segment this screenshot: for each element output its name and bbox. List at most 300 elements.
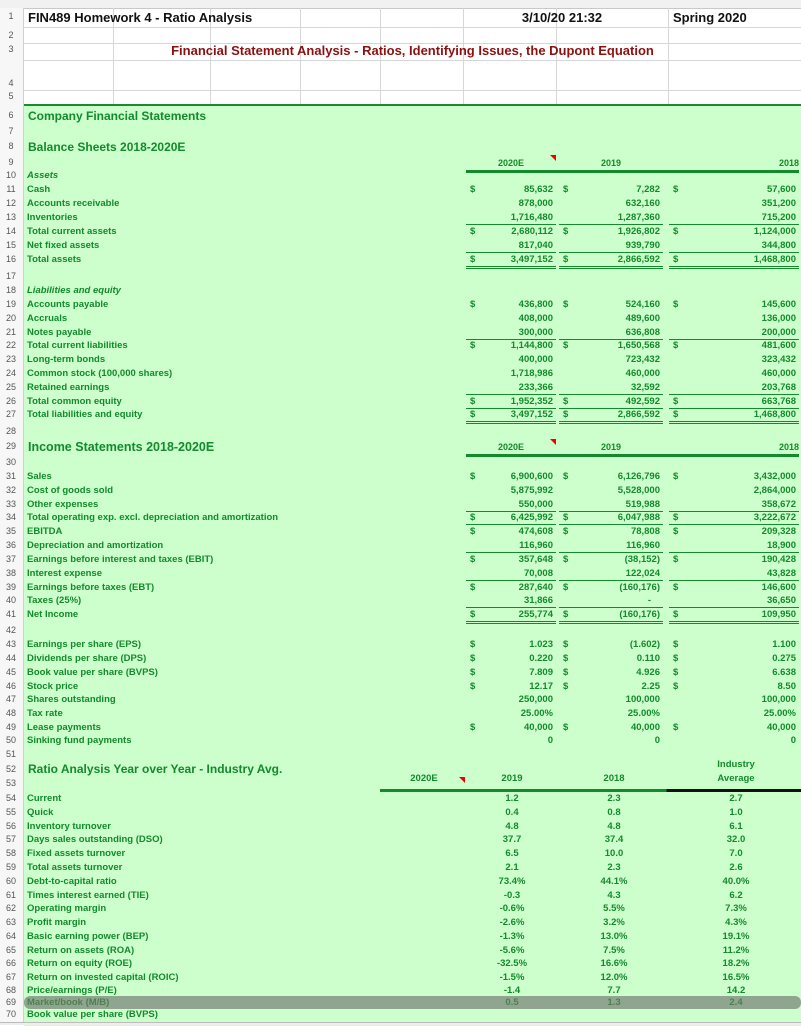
year-header-2020E[interactable]: 2020E xyxy=(497,158,525,168)
row-number[interactable]: 6 xyxy=(8,110,14,120)
value-cell[interactable] xyxy=(466,381,556,395)
ratio-label[interactable]: Market/book (M/B) xyxy=(27,997,110,1008)
value-cell[interactable] xyxy=(466,734,556,747)
row-number[interactable]: 17 xyxy=(5,271,16,281)
ratio-label[interactable]: Current xyxy=(27,793,62,804)
row-number[interactable]: 21 xyxy=(5,327,16,337)
row-number[interactable]: 56 xyxy=(5,821,16,831)
row-label[interactable]: Total assets xyxy=(27,254,82,265)
value-cell[interactable] xyxy=(669,652,799,665)
row-label[interactable]: Earnings before taxes (EBT) xyxy=(27,582,155,593)
row-label[interactable]: Total liabilities and equity xyxy=(27,409,143,420)
value-cell[interactable] xyxy=(559,652,663,665)
ratio-value[interactable]: 2.1 xyxy=(505,862,519,873)
value-cell[interactable] xyxy=(559,666,663,679)
value-cell[interactable] xyxy=(559,395,663,409)
row-number[interactable]: 11 xyxy=(6,184,16,194)
ratio-value[interactable]: 2.3 xyxy=(607,862,621,873)
ratio-value[interactable]: 7.7 xyxy=(607,985,621,996)
ratio-value[interactable]: 32.0 xyxy=(726,834,746,845)
ratio-value[interactable]: 19.1% xyxy=(722,931,750,942)
value-cell[interactable] xyxy=(669,484,799,497)
ratio-value[interactable]: 2.6 xyxy=(729,862,743,873)
value-cell[interactable] xyxy=(559,638,663,651)
value-cell[interactable] xyxy=(559,553,663,566)
value-cell[interactable] xyxy=(669,525,799,538)
value-cell[interactable] xyxy=(466,680,556,693)
row-number[interactable]: 34 xyxy=(5,512,16,522)
row-number[interactable]: 66 xyxy=(5,958,16,968)
value-cell[interactable] xyxy=(669,721,799,734)
value-cell[interactable] xyxy=(669,608,799,624)
row-label[interactable]: Stock price xyxy=(27,681,79,692)
row-number[interactable]: 31 xyxy=(5,471,16,481)
row-number[interactable]: 39 xyxy=(5,582,16,592)
value-cell[interactable] xyxy=(669,298,799,311)
year-header-2018[interactable]: 2018 xyxy=(778,442,799,452)
ratio-value[interactable]: 2.4 xyxy=(729,997,743,1008)
value-cell[interactable] xyxy=(559,253,663,269)
value-cell[interactable] xyxy=(559,484,663,497)
value-cell[interactable] xyxy=(669,225,799,238)
row-label[interactable]: Notes payable xyxy=(27,327,92,338)
row-number[interactable]: 27 xyxy=(5,409,16,419)
row-number[interactable]: 46 xyxy=(5,681,16,691)
ratio-value[interactable]: 6.1 xyxy=(729,821,743,832)
ratio-label[interactable]: Days sales outstanding (DSO) xyxy=(27,834,163,845)
ratio-value[interactable]: 16.5% xyxy=(722,972,750,983)
ratio-value[interactable]: 4.8 xyxy=(505,821,519,832)
value-cell[interactable] xyxy=(559,525,663,538)
ratio-value[interactable]: 4.3 xyxy=(607,890,621,901)
row-number[interactable]: 35 xyxy=(5,526,16,536)
value-cell[interactable] xyxy=(466,484,556,497)
ratio-value[interactable]: -5.6% xyxy=(499,945,525,956)
value-cell[interactable] xyxy=(466,225,556,238)
ratio-value[interactable]: 73.4% xyxy=(498,876,526,887)
ratio-value[interactable]: 37.4 xyxy=(604,834,624,845)
ratio-label[interactable]: Price/earnings (P/E) xyxy=(27,985,117,996)
value-cell[interactable] xyxy=(559,298,663,311)
ratio-value[interactable]: -1.4 xyxy=(503,985,521,996)
comment-indicator-icon[interactable] xyxy=(459,777,465,783)
value-cell[interactable] xyxy=(466,197,556,210)
value-cell[interactable] xyxy=(669,707,799,720)
row-number[interactable]: 48 xyxy=(5,708,16,718)
value-cell[interactable] xyxy=(669,567,799,581)
value-cell[interactable] xyxy=(669,326,799,340)
row-label[interactable]: Assets xyxy=(27,170,59,181)
value-cell[interactable] xyxy=(466,652,556,665)
row-number[interactable]: 54 xyxy=(5,793,16,803)
row-label[interactable]: Total common equity xyxy=(27,396,122,407)
value-cell[interactable] xyxy=(669,511,799,525)
row-number[interactable]: 3 xyxy=(8,44,14,54)
row-number[interactable]: 47 xyxy=(5,694,16,704)
value-cell[interactable] xyxy=(466,511,556,525)
ratio-value[interactable]: -32.5% xyxy=(496,958,528,969)
ratio-row xyxy=(24,833,801,847)
value-cell[interactable] xyxy=(559,511,663,525)
sheet-title[interactable]: FIN489 Homework 4 - Ratio Analysis xyxy=(28,10,253,25)
value-cell[interactable] xyxy=(559,581,663,594)
row-number[interactable]: 67 xyxy=(5,972,16,982)
row-number[interactable]: 43 xyxy=(5,639,16,649)
section-company[interactable]: Company Financial Statements xyxy=(28,109,207,123)
currency-symbol: $ xyxy=(470,639,476,650)
value-cell[interactable] xyxy=(559,367,663,380)
ratio-label[interactable]: Fixed assets turnover xyxy=(27,848,126,859)
row-number[interactable]: 18 xyxy=(5,285,16,295)
value-cell[interactable] xyxy=(466,707,556,720)
row-number[interactable]: 44 xyxy=(5,653,16,663)
row-number[interactable]: 12 xyxy=(5,198,16,208)
value-cell[interactable] xyxy=(466,498,556,512)
value-cell[interactable] xyxy=(559,539,663,553)
row-number[interactable]: 70 xyxy=(5,1009,16,1019)
row-label[interactable]: Dividends per share (DPS) xyxy=(27,653,147,664)
row-label[interactable]: Sales xyxy=(27,471,52,482)
row-number[interactable]: 36 xyxy=(5,540,16,550)
value-cell[interactable] xyxy=(466,312,556,325)
row-number[interactable]: 22 xyxy=(5,340,16,350)
row-label[interactable]: Accounts receivable xyxy=(27,198,120,209)
value-cell[interactable] xyxy=(669,253,799,269)
term-cell[interactable]: Spring 2020 xyxy=(673,10,747,25)
row-number[interactable]: 14 xyxy=(5,226,16,236)
value-cell[interactable] xyxy=(559,721,663,734)
row-number[interactable]: 69 xyxy=(5,997,16,1007)
row-label[interactable]: Lease payments xyxy=(27,722,101,733)
row-number[interactable]: 40 xyxy=(5,595,16,605)
value-cell[interactable] xyxy=(559,211,663,225)
ratio-label[interactable]: Profit margin xyxy=(27,917,87,928)
row-number[interactable]: 26 xyxy=(5,396,16,406)
value-cell[interactable] xyxy=(466,239,556,253)
ratio-value[interactable]: 7.0 xyxy=(729,848,743,859)
row-label[interactable]: Net Income xyxy=(27,609,79,620)
value-cell[interactable] xyxy=(559,608,663,624)
value-cell[interactable] xyxy=(466,339,556,352)
row-label[interactable]: Cash xyxy=(27,184,51,195)
value-cell[interactable] xyxy=(559,693,663,706)
ratio-value[interactable]: 7.3% xyxy=(725,903,747,914)
value-cell[interactable] xyxy=(466,326,556,340)
comment-indicator-icon[interactable] xyxy=(550,439,556,445)
value-cell[interactable] xyxy=(466,408,556,424)
row-number[interactable]: 42 xyxy=(5,625,16,635)
year-header-2019[interactable]: 2019 xyxy=(600,442,622,452)
value-cell[interactable] xyxy=(669,498,799,512)
year-header-2019[interactable]: 2019 xyxy=(600,158,622,168)
value-cell[interactable] xyxy=(669,408,799,424)
row-label[interactable]: Cost of goods sold xyxy=(27,485,114,496)
row-label[interactable]: Total operating exp. excl. depreciation and amortization xyxy=(27,512,279,523)
value-cell[interactable] xyxy=(466,539,556,553)
row-label[interactable]: Book value per share (BVPS) xyxy=(27,667,158,678)
value-cell[interactable] xyxy=(559,339,663,352)
value-cell[interactable] xyxy=(559,594,663,608)
value-cell[interactable] xyxy=(466,395,556,409)
row-number[interactable]: 7 xyxy=(8,126,14,136)
ratio-value[interactable]: 7.5% xyxy=(603,945,625,956)
row-number[interactable]: 28 xyxy=(5,426,16,436)
value-cell[interactable] xyxy=(669,367,799,380)
value-cell[interactable] xyxy=(669,734,799,747)
row-label[interactable]: Taxes (25%) xyxy=(27,595,82,606)
value-cell[interactable] xyxy=(466,553,556,566)
value-cell[interactable] xyxy=(466,525,556,538)
value-cell[interactable] xyxy=(559,680,663,693)
ratio-value[interactable]: -0.3 xyxy=(503,890,521,901)
comment-indicator-icon[interactable] xyxy=(550,155,556,161)
ratio-value[interactable]: 18.2% xyxy=(722,958,750,969)
row-number[interactable]: 4 xyxy=(8,78,14,88)
ratio-label[interactable]: Basic earning power (BEP) xyxy=(27,931,149,942)
value-cell[interactable] xyxy=(559,225,663,238)
ratio-value[interactable]: 1.3 xyxy=(607,997,621,1008)
value-cell[interactable] xyxy=(669,183,799,196)
row-number[interactable]: 30 xyxy=(5,457,16,467)
row-number[interactable]: 61 xyxy=(5,890,16,900)
ratio-value[interactable]: 1.2 xyxy=(505,793,519,804)
value-cell[interactable] xyxy=(559,707,663,720)
value-cell[interactable] xyxy=(559,470,663,483)
row-number[interactable]: 16 xyxy=(5,254,16,264)
row-number[interactable]: 53 xyxy=(5,778,16,788)
row-number[interactable]: 9 xyxy=(8,157,14,167)
ratio-label[interactable]: Total assets turnover xyxy=(27,862,123,873)
ratio-value[interactable]: 0.5 xyxy=(505,997,519,1008)
value-cell[interactable] xyxy=(669,553,799,566)
value-cell[interactable] xyxy=(669,470,799,483)
ratio-value[interactable]: 37.7 xyxy=(502,834,522,845)
row-label[interactable]: Accounts payable xyxy=(27,299,109,310)
value-cell[interactable] xyxy=(559,183,663,196)
ratio-header-c2020[interactable]: 2020E xyxy=(410,773,438,784)
statement-row xyxy=(24,707,801,721)
value-cell[interactable] xyxy=(559,734,663,747)
row-number[interactable]: 37 xyxy=(5,554,16,564)
row-number[interactable]: 58 xyxy=(5,848,16,858)
value-cell[interactable] xyxy=(559,197,663,210)
ratio-value[interactable]: 16.6% xyxy=(600,958,628,969)
value-cell[interactable] xyxy=(466,638,556,651)
row-number[interactable]: 33 xyxy=(5,499,16,509)
value-cell[interactable] xyxy=(669,197,799,210)
datetime-cell[interactable]: 3/10/20 21:32 xyxy=(521,10,603,25)
ratio-value[interactable]: -1.3% xyxy=(499,931,525,942)
value-cell[interactable] xyxy=(466,567,556,581)
value-cell[interactable] xyxy=(466,367,556,380)
row-number[interactable]: 60 xyxy=(5,876,16,886)
row-label[interactable]: Depreciation and amortization xyxy=(27,540,164,551)
currency-symbol: $ xyxy=(673,653,679,664)
row-label[interactable]: Total current liabilities xyxy=(27,340,128,351)
row-number[interactable]: 57 xyxy=(5,834,16,844)
value-cell[interactable] xyxy=(466,666,556,679)
row-number[interactable]: 52 xyxy=(5,764,16,774)
ratio-label[interactable]: Debt-to-capital ratio xyxy=(27,876,117,887)
row-number[interactable]: 2 xyxy=(8,30,14,40)
ratio-label[interactable]: Times interest earned (TIE) xyxy=(27,890,149,901)
row-number[interactable]: 49 xyxy=(5,722,16,732)
row-number[interactable]: 45 xyxy=(5,667,16,677)
value-cell[interactable] xyxy=(669,339,799,352)
ratio-value[interactable]: 3.2% xyxy=(603,917,625,928)
row-number[interactable]: 25 xyxy=(5,382,16,392)
value-cell[interactable] xyxy=(669,353,799,366)
ratio-value[interactable]: -0.6% xyxy=(499,903,525,914)
ratio-value[interactable]: 14.2 xyxy=(726,985,746,996)
value-cell[interactable] xyxy=(669,395,799,409)
value-cell[interactable] xyxy=(559,326,663,340)
value-cell[interactable] xyxy=(669,581,799,594)
value-cell[interactable] xyxy=(466,594,556,608)
value-cell[interactable] xyxy=(559,408,663,424)
value-cell[interactable] xyxy=(466,211,556,225)
ratio-label[interactable]: Book value per share (BVPS) xyxy=(27,1009,158,1020)
row-label[interactable]: Sinking fund payments xyxy=(27,735,132,746)
row-label[interactable]: Tax rate xyxy=(27,708,63,719)
ratio-header-industry_2[interactable]: Average xyxy=(717,773,755,784)
value-cell[interactable] xyxy=(559,498,663,512)
row-number[interactable]: 63 xyxy=(5,917,16,927)
ratio-value[interactable]: 4.3% xyxy=(725,917,747,928)
ratio-value[interactable]: 0.8 xyxy=(607,807,621,818)
row-label[interactable]: Interest expense xyxy=(27,568,102,579)
row-number[interactable]: 38 xyxy=(5,568,16,578)
value-cell[interactable] xyxy=(669,211,799,225)
value-cell[interactable] xyxy=(669,666,799,679)
ratio-header-c2018[interactable]: 2018 xyxy=(603,773,625,784)
row-label[interactable]: Other expenses xyxy=(27,499,99,510)
ratio-value[interactable]: 6.5 xyxy=(505,848,519,859)
row-label[interactable]: Net fixed assets xyxy=(27,240,100,251)
ratio-label[interactable]: Return on assets (ROA) xyxy=(27,945,135,956)
cell-value: 36,650 xyxy=(766,595,796,606)
value-cell[interactable] xyxy=(559,381,663,395)
value-cell[interactable] xyxy=(559,567,663,581)
ratio-label[interactable]: Return on invested capital (ROIC) xyxy=(27,972,179,983)
ratio-value[interactable]: 10.0 xyxy=(604,848,624,859)
row-label[interactable]: Common stock (100,000 shares) xyxy=(27,368,173,379)
row-number[interactable]: 8 xyxy=(8,141,14,151)
value-cell[interactable] xyxy=(466,470,556,483)
value-cell[interactable] xyxy=(669,693,799,706)
ratio-header-industry_1[interactable]: Industry xyxy=(717,759,755,770)
row-number[interactable]: 5 xyxy=(8,91,14,101)
value-cell[interactable] xyxy=(669,539,799,553)
value-cell[interactable] xyxy=(559,312,663,325)
row-label[interactable]: EBITDA xyxy=(27,526,63,537)
value-cell[interactable] xyxy=(466,298,556,311)
row-number[interactable]: 1 xyxy=(8,11,14,21)
ratio-value[interactable]: -2.6% xyxy=(499,917,525,928)
row-label[interactable]: Liabilities and equity xyxy=(27,285,121,296)
ratio-label[interactable]: Inventory turnover xyxy=(27,821,111,832)
row-number[interactable]: 65 xyxy=(5,945,16,955)
row-number[interactable]: 13 xyxy=(5,212,16,222)
value-cell[interactable] xyxy=(466,253,556,269)
section-ratio-analysis[interactable]: Ratio Analysis Year over Year - Industry Avg. xyxy=(28,762,283,776)
value-cell[interactable] xyxy=(669,381,799,395)
ratio-label[interactable]: Return on equity (ROE) xyxy=(27,958,133,969)
value-cell[interactable] xyxy=(669,680,799,693)
row-number[interactable]: 24 xyxy=(5,368,16,378)
row-label[interactable]: Earnings before interest and taxes (EBIT) xyxy=(27,554,214,565)
ratio-value[interactable]: 4.8 xyxy=(607,821,621,832)
section-balance-sheets[interactable]: Balance Sheets 2018-2020E xyxy=(28,140,186,154)
row-number[interactable]: 50 xyxy=(5,735,16,745)
row-number[interactable]: 64 xyxy=(5,931,16,941)
row-number[interactable]: 68 xyxy=(5,985,16,995)
row-number[interactable]: 41 xyxy=(5,609,16,619)
row-number[interactable]: 19 xyxy=(5,299,16,309)
year-header-2018[interactable]: 2018 xyxy=(778,158,799,168)
row-number[interactable]: 32 xyxy=(5,485,16,495)
row-number[interactable]: 10 xyxy=(5,170,16,180)
row-label[interactable]: Total current assets xyxy=(27,226,117,237)
ratio-value[interactable]: 0.4 xyxy=(505,807,519,818)
row-number[interactable]: 51 xyxy=(5,749,16,759)
ratio-value[interactable]: 13.0% xyxy=(600,931,628,942)
ratio-label[interactable]: Operating margin xyxy=(27,903,107,914)
value-cell[interactable] xyxy=(466,721,556,734)
ratio-value[interactable]: 40.0% xyxy=(722,876,750,887)
row-number[interactable]: 62 xyxy=(5,903,16,913)
ratio-value[interactable]: 6.2 xyxy=(729,890,743,901)
row-number[interactable]: 23 xyxy=(5,354,16,364)
value-cell[interactable] xyxy=(466,353,556,366)
ratio-value[interactable]: 11.2% xyxy=(722,945,750,956)
row-label[interactable]: Earnings per share (EPS) xyxy=(27,639,142,650)
row-label[interactable]: Accruals xyxy=(27,313,68,324)
section-income-statements[interactable]: Income Statements 2018-2020E xyxy=(28,440,215,454)
value-cell[interactable] xyxy=(466,581,556,594)
row-label[interactable]: Shares outstanding xyxy=(27,694,116,705)
value-cell[interactable] xyxy=(466,183,556,196)
year-header-2020E[interactable]: 2020E xyxy=(497,442,525,452)
value-cell[interactable] xyxy=(669,312,799,325)
row-label[interactable]: Inventories xyxy=(27,212,78,223)
row-number[interactable]: 55 xyxy=(5,807,16,817)
value-cell[interactable] xyxy=(559,239,663,253)
ratio-value[interactable]: 12.0% xyxy=(600,972,628,983)
value-cell[interactable] xyxy=(466,608,556,624)
row-number[interactable]: 29 xyxy=(5,441,16,451)
row-number[interactable]: 15 xyxy=(5,240,16,250)
value-cell[interactable] xyxy=(669,594,799,608)
row-label[interactable]: Long-term bonds xyxy=(27,354,106,365)
ratio-value[interactable]: 2.3 xyxy=(607,793,621,804)
ratio-label[interactable]: Quick xyxy=(27,807,54,818)
row-number[interactable]: 20 xyxy=(5,313,16,323)
subtitle[interactable]: Financial Statement Analysis - Ratios, Identifying Issues, the Dupont Equation xyxy=(171,43,654,58)
row-label[interactable]: Retained earnings xyxy=(27,382,110,393)
ratio-value[interactable]: 2.7 xyxy=(729,793,743,804)
ratio-value[interactable]: 5.5% xyxy=(603,903,625,914)
ratio-value[interactable]: 1.0 xyxy=(729,807,743,818)
value-cell[interactable] xyxy=(669,239,799,253)
value-cell[interactable] xyxy=(466,693,556,706)
value-cell[interactable] xyxy=(559,353,663,366)
value-cell[interactable] xyxy=(669,638,799,651)
ratio-value[interactable]: -1.5% xyxy=(499,972,525,983)
row-number[interactable]: 59 xyxy=(5,862,16,872)
ratio-header-c2019[interactable]: 2019 xyxy=(501,773,523,784)
ratio-value[interactable]: 44.1% xyxy=(600,876,628,887)
